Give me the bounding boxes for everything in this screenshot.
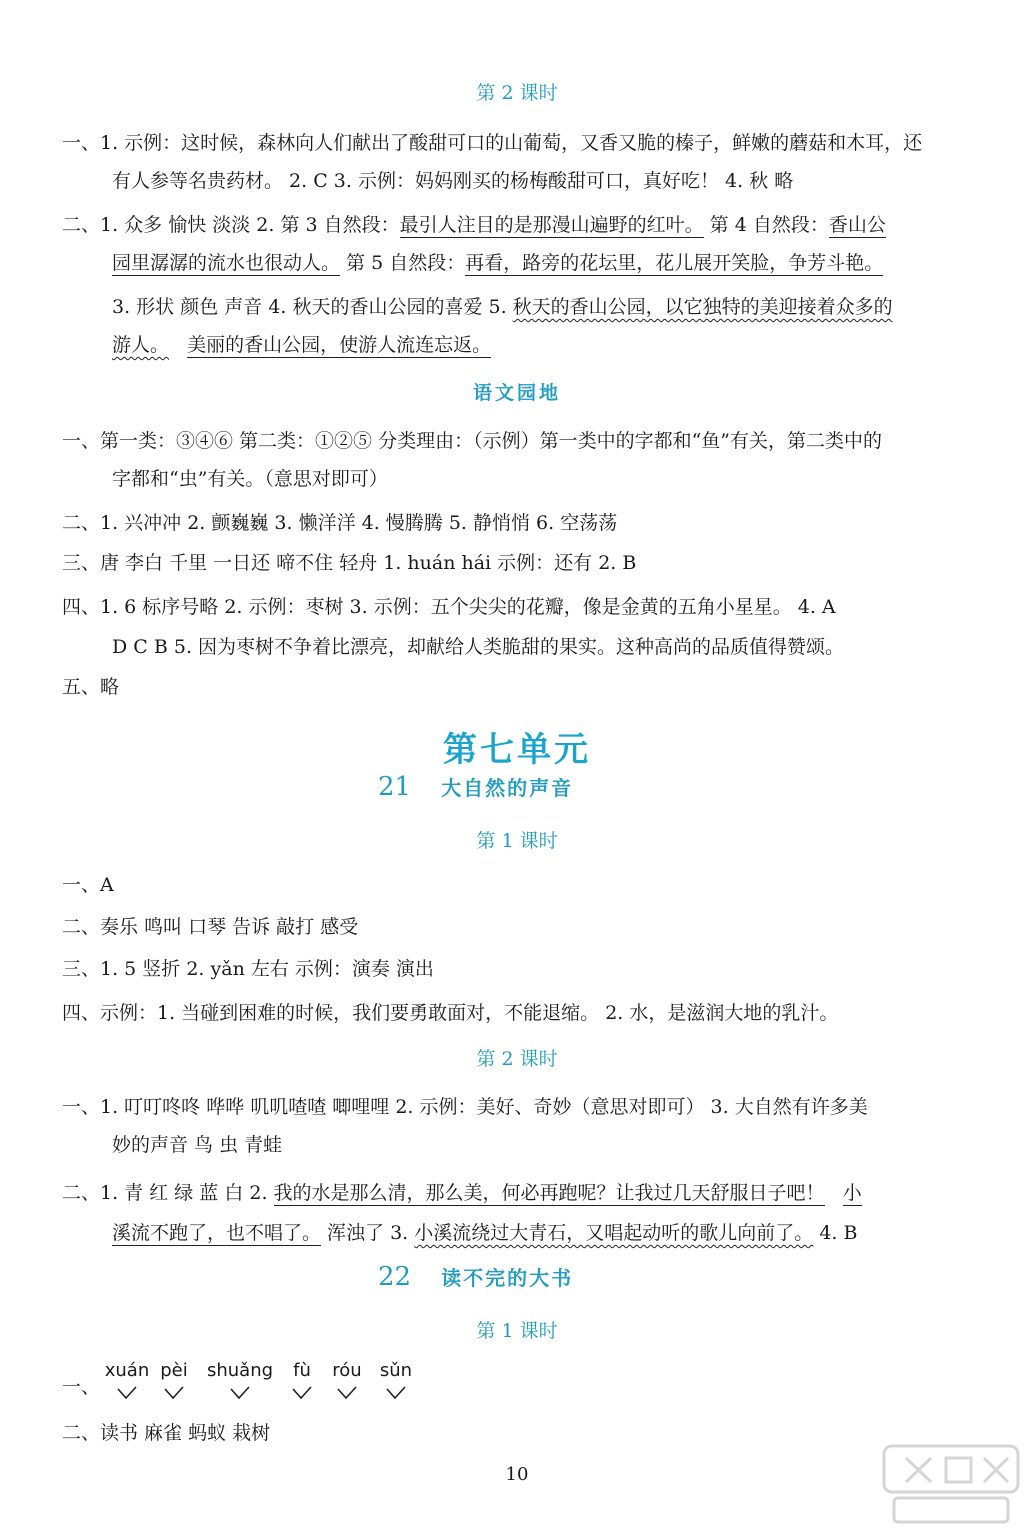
underlined-answer: 我的水是那么清，那么美，何必再跑呢？让我过几天舒服日子吧！ bbox=[273, 1182, 825, 1204]
pinyin-answer: shuǎng bbox=[206, 1360, 274, 1381]
underlined-answer: 美丽的香山公园，使游人流连忘返。 bbox=[187, 334, 492, 356]
lesson-name: 读不完的大书 bbox=[441, 1266, 574, 1290]
underlined-answer: 园里潺潺的流水也很动人。 bbox=[112, 252, 341, 274]
answer-line bbox=[112, 1220, 857, 1246]
section-heading: 语文园地 bbox=[472, 382, 561, 404]
answer-line: 二、读书 麻雀 蚂蚁 栽树 bbox=[62, 1422, 271, 1444]
underlined-answer: 小 bbox=[842, 1182, 862, 1204]
underlined-answer: 再看，路旁的花坛里，花儿展开笑脸，争芳斗艳。 bbox=[465, 252, 884, 274]
checkmark-icon bbox=[337, 1386, 357, 1400]
page-number: 10 bbox=[505, 1464, 529, 1485]
lesson-number: 21 bbox=[378, 772, 412, 802]
wavy-underlined-answer: 游人。 bbox=[112, 334, 170, 356]
answer-line bbox=[112, 332, 491, 358]
answer-line: 有人参等名贵药材。 2. C 3. 示例：妈妈刚买的杨梅酸甜可口，真好吃！ 4. 秋 略 bbox=[112, 170, 794, 192]
checkmark-icon bbox=[230, 1386, 250, 1400]
lesson-name: 大自然的声音 bbox=[441, 776, 574, 800]
answer-line bbox=[112, 294, 893, 320]
answer-line: 三、唐 李白 千里 一日还 啼不住 轻舟 1. huán hái 示例：还有 2. B bbox=[62, 552, 637, 574]
pinyin-answer: róu bbox=[332, 1360, 362, 1381]
watermark-logo bbox=[876, 1438, 1026, 1528]
answer-line: 一、1. 示例：这时候，森林向人们献出了酸甜可口的山葡萄，又香又脆的榛子，鲜嫩的蘑菇和木耳，还 bbox=[62, 132, 923, 154]
unit-title: 第七单元 bbox=[443, 730, 591, 770]
answer-line: 四、1. 6 标序号略 2. 示例：枣树 3. 示例：五个尖尖的花瓣，像是金黄的五角小星星。 4. A bbox=[62, 596, 836, 618]
checkmark-icon bbox=[386, 1386, 406, 1400]
answer-line bbox=[112, 250, 883, 276]
answer-line: 三、1. 5 竖折 2. yǎn 左右 示例：演奏 演出 bbox=[62, 958, 434, 980]
checkmark-icon bbox=[164, 1386, 184, 1400]
answer-text: 4. B bbox=[813, 1222, 858, 1244]
answer-line: 五、略 bbox=[62, 676, 120, 698]
section-heading: 第 1 课时 bbox=[476, 830, 558, 852]
underlined-answer: 最引人注目的是那漫山遍野的红叶。 bbox=[399, 214, 704, 236]
answer-line: 一、1. 叮叮咚咚 哗哗 叽叽喳喳 唧哩哩 2. 示例：美好、奇妙（意思对即可） 3. 大自然有许多美 bbox=[62, 1096, 868, 1118]
answer-line bbox=[62, 212, 886, 238]
checkmark-icon bbox=[117, 1386, 137, 1400]
answer-line: 妙的声音 鸟 虫 青蛙 bbox=[112, 1134, 283, 1156]
answer-line: 一、A bbox=[62, 874, 114, 896]
underlined-answer: 香山公 bbox=[828, 214, 886, 236]
answer-text: 二、1. 青 红 绿 蓝 白 2. bbox=[62, 1182, 274, 1204]
answer-text: 第 4 自然段： bbox=[703, 214, 829, 236]
pinyin-answer: pèi bbox=[160, 1360, 188, 1381]
answer-line: 字都和“虫”有关。（意思对即可） bbox=[112, 468, 388, 490]
answer-text: 3. 形状 颜色 声音 4. 秋天的香山公园的喜爱 5. bbox=[112, 296, 513, 318]
lesson-number: 22 bbox=[378, 1262, 412, 1292]
wavy-underlined-answer: 小溪流绕过大青石，又唱起动听的歌儿向前了。 bbox=[414, 1222, 814, 1244]
answer-line bbox=[62, 1180, 862, 1206]
answer-text: 浑浊了 3. bbox=[321, 1222, 415, 1244]
answer-prefix: 一、 bbox=[62, 1376, 101, 1398]
lesson-title bbox=[378, 1262, 573, 1292]
answer-line: 二、奏乐 鸣叫 口琴 告诉 敲打 感受 bbox=[62, 916, 359, 938]
section-heading: 第 2 课时 bbox=[476, 1048, 558, 1070]
section-heading: 第 1 课时 bbox=[476, 1320, 558, 1342]
answer-line: 二、1. 兴冲冲 2. 颤巍巍 3. 懒洋洋 4. 慢腾腾 5. 静悄悄 6. 空荡荡 bbox=[62, 512, 618, 534]
section-heading: 第 2 课时 bbox=[476, 82, 558, 104]
answer-line: 四、示例：1. 当碰到困难的时候，我们要勇敢面对，不能退缩。 2. 水，是滋润大地的乳汁。 bbox=[62, 1002, 839, 1024]
lesson-title bbox=[378, 772, 573, 802]
answer-line: D C B 5. 因为枣树不争着比漂亮，却献给人类脆甜的果实。这种高尚的品质值得赞颂。 bbox=[112, 636, 845, 658]
answer-text: 二、1. 众多 愉快 淡淡 2. 第 3 自然段： bbox=[62, 214, 400, 236]
checkmark-icon bbox=[292, 1386, 312, 1400]
answer-text: 第 5 自然段： bbox=[340, 252, 466, 274]
pinyin-answer: xuán bbox=[104, 1360, 150, 1381]
answer-line: 一、第一类：③④⑥ 第二类：①②⑤ 分类理由：（示例）第一类中的字都和“鱼”有关，第二类中的 bbox=[62, 430, 883, 452]
underlined-answer: 溪流不跑了，也不唱了。 bbox=[112, 1222, 322, 1244]
wavy-underlined-answer: 秋天的香山公园，以它独特的美迎接着众多的 bbox=[512, 296, 893, 318]
pinyin-answer: fù bbox=[293, 1360, 311, 1381]
pinyin-answer: sǔn bbox=[379, 1360, 413, 1381]
